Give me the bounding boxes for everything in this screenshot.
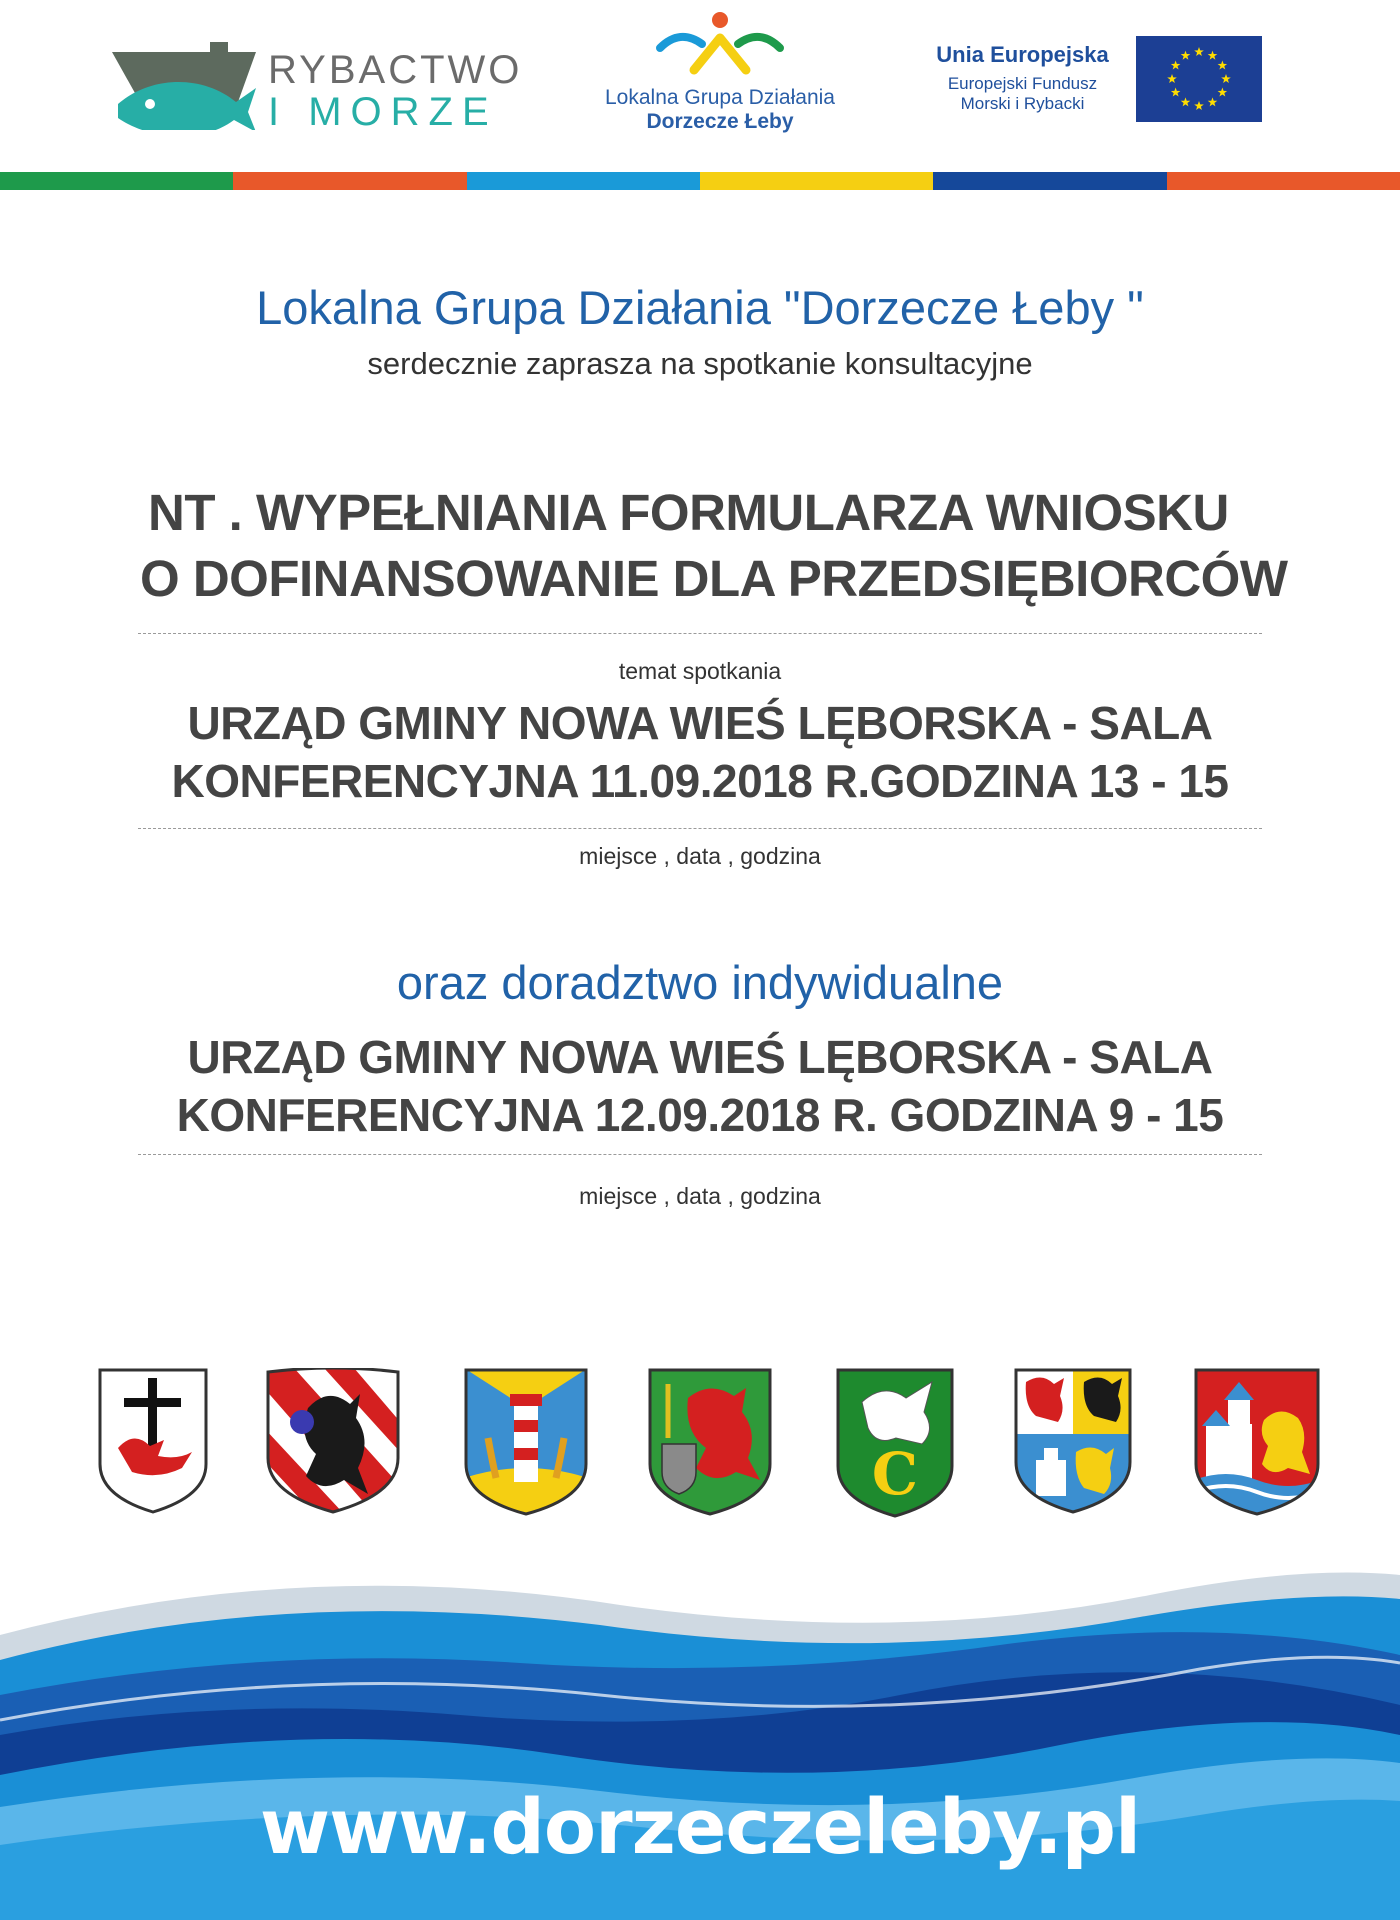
stripe-yellow — [700, 172, 933, 190]
stripe-light-blue — [467, 172, 700, 190]
header — [0, 0, 1400, 172]
topic-divider — [138, 633, 1262, 634]
meeting-venue — [0, 694, 1400, 810]
eu-title: Unia Europejska — [936, 42, 1109, 67]
advice-divider — [138, 1154, 1262, 1155]
stripe-dark-blue — [933, 172, 1166, 190]
eu-flag-icon — [1136, 36, 1262, 122]
stripe-orange — [233, 172, 466, 190]
white-griffin-letter-c-crest-icon — [836, 1368, 954, 1518]
eu-fund-line1: Europejski Fundusz — [947, 74, 1098, 93]
topic-line-1: NT . WYPEŁNIANIA FORMULARZA WNIOSKU — [148, 484, 1229, 541]
red-griffin-green-crest-icon — [648, 1368, 772, 1516]
topic-caption: temat spotkania — [618, 658, 782, 684]
advice-venue-line-1: URZĄD GMINY NOWA WIEŚ LĘBORSKA - SALA — [187, 1031, 1213, 1083]
advice-venue — [0, 1028, 1400, 1144]
fish-boat-icon — [110, 40, 260, 130]
color-stripe — [0, 172, 1400, 190]
lighthouse-crest-icon — [464, 1368, 588, 1516]
advice-title: oraz doradztwo indywidualne — [396, 956, 1004, 1009]
venue-caption: miejsce , data , godzina — [579, 843, 821, 869]
venue-line-1: URZĄD GMINY NOWA WIEŚ LĘBORSKA - SALA — [187, 697, 1213, 749]
figure-arcs-icon — [650, 8, 790, 84]
venue-divider — [138, 828, 1262, 829]
invite-text: serdecznie zaprasza na spotkanie konsultacyjne — [367, 346, 1033, 381]
eu-logo — [920, 36, 1260, 126]
stripe-red-orange — [1167, 172, 1400, 190]
castle-lion-crest-icon — [1194, 1368, 1320, 1516]
stripe-green — [0, 172, 233, 190]
organizer-title: Lokalna Grupa Działania "Dorzecze Łeby " — [256, 281, 1144, 334]
lgd-logo — [560, 8, 880, 148]
rybactwo-title: RYBACTWO — [268, 48, 523, 92]
svg-text:C: C — [871, 1440, 919, 1508]
lgd-name: Lokalna Grupa Działania — [605, 86, 835, 109]
rybactwo-logo — [110, 40, 523, 140]
black-griffin-striped-crest-icon — [264, 1368, 402, 1514]
advice-venue-line-2: KONFERENCYJNA 12.09.2018 R. GODZINA 9 - 15 — [176, 1089, 1224, 1141]
coats-of-arms-row — [0, 1368, 1400, 1518]
quartered-griffins-crest-icon — [1014, 1368, 1132, 1514]
eu-fund-line2: Morski i Rybacki — [960, 94, 1085, 113]
topic-line-2: O DOFINANSOWANIE DLA PRZEDSIĘBIORCÓW — [140, 550, 1288, 607]
lgd-region: Dorzecze Łeby — [646, 110, 794, 133]
website-url[interactable]: www.dorzeczeleby.pl — [259, 1782, 1141, 1871]
meeting-topic — [140, 480, 1360, 612]
advice-caption: miejsce , data , godzina — [579, 1183, 821, 1209]
venue-line-2: KONFERENCYJNA 11.09.2018 R.GODZINA 13 - 15 — [171, 755, 1229, 807]
cross-griffin-crest-icon — [98, 1368, 208, 1514]
rybactwo-subtitle: I MORZE — [268, 90, 498, 134]
eu-text-block — [920, 42, 1125, 114]
